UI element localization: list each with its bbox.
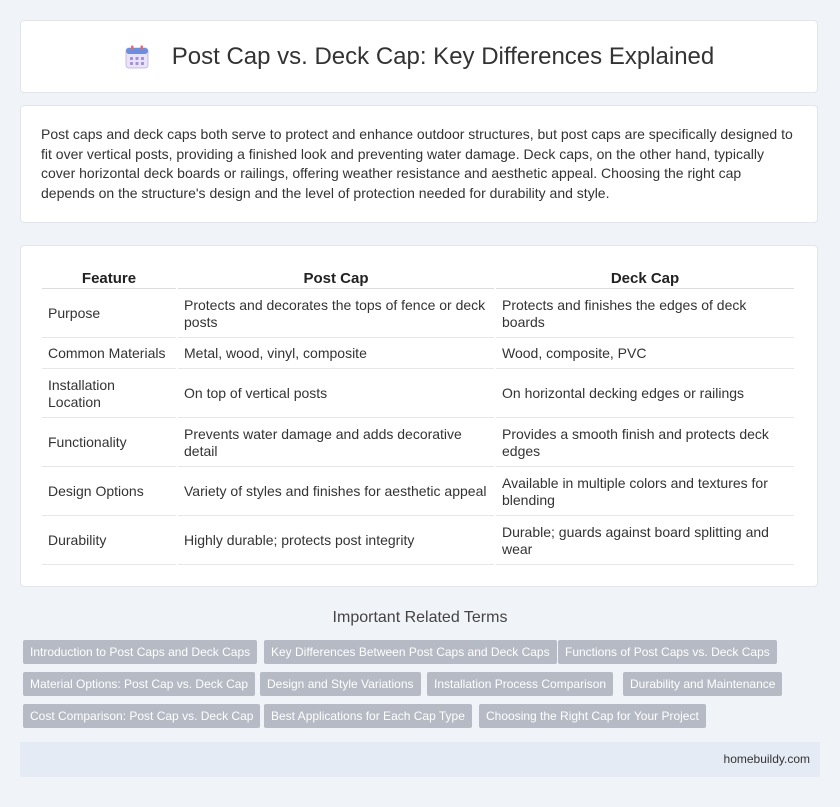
table-row [42, 371, 794, 418]
footer [20, 742, 820, 777]
row-feature: Purpose [42, 291, 176, 338]
related-term-tag[interactable]: Design and Style Variations [260, 672, 421, 696]
intro-card [20, 105, 818, 223]
title-card [20, 20, 818, 93]
row-feature: Design Options [42, 469, 176, 516]
row-deck-cap: On horizontal decking edges or railings [496, 371, 794, 418]
related-terms-title: Important Related Terms [332, 609, 508, 626]
row-post-cap: Highly durable; protects post integrity [178, 518, 494, 565]
header-feature: Feature [42, 270, 176, 289]
related-term-tag[interactable]: Installation Process Comparison [427, 672, 613, 696]
header-deck-cap: Deck Cap [496, 270, 794, 289]
calendar-icon [124, 44, 150, 70]
table-row [42, 291, 794, 338]
row-deck-cap: Durable; guards against board splitting and wear [496, 518, 794, 565]
row-feature: Durability [42, 518, 176, 565]
table-row [42, 518, 794, 565]
comparison-table [40, 268, 796, 567]
row-deck-cap: Wood, composite, PVC [496, 340, 794, 369]
related-term-tag[interactable]: Choosing the Right Cap for Your Project [479, 704, 706, 728]
related-term-tag[interactable]: Durability and Maintenance [623, 672, 782, 696]
related-term-tag[interactable]: Best Applications for Each Cap Type [264, 704, 472, 728]
related-term-tag[interactable]: Cost Comparison: Post Cap vs. Deck Cap [23, 704, 260, 728]
row-deck-cap: Provides a smooth finish and protects deck edges [496, 420, 794, 467]
table-row [42, 469, 794, 516]
row-feature: Installation Location [42, 371, 176, 418]
row-feature: Common Materials [42, 340, 176, 369]
table-header-row [42, 270, 794, 289]
header-post-cap: Post Cap [178, 270, 494, 289]
related-term-tag[interactable]: Key Differences Between Post Caps and Deck Caps [264, 640, 557, 664]
row-deck-cap: Available in multiple colors and textures for blending [496, 469, 794, 516]
table-row [42, 340, 794, 369]
related-term-tag[interactable]: Introduction to Post Caps and Deck Caps [23, 640, 257, 664]
row-post-cap: Protects and decorates the tops of fence or deck posts [178, 291, 494, 338]
row-post-cap: Variety of styles and finishes for aesthetic appeal [178, 469, 494, 516]
related-term-tag[interactable]: Material Options: Post Cap vs. Deck Cap [23, 672, 255, 696]
table-row [42, 420, 794, 467]
intro-text: Post caps and deck caps both serve to protect and enhance outdoor structures, but post caps are specifically designed to fit over vertical posts, providing a finished look and preventing water damage. Deck caps, on the other hand, typically cover horizontal deck boards or railings, offering weather resistance and aesthetic appeal. Choosing the right cap depends on the structure's design and the level of protection needed for durability and style. [41, 126, 793, 201]
row-feature: Functionality [42, 420, 176, 467]
row-deck-cap: Protects and finishes the edges of deck boards [496, 291, 794, 338]
comparison-card [20, 245, 818, 587]
footer-site-link[interactable]: homebuildy.com [723, 752, 810, 766]
row-post-cap: Metal, wood, vinyl, composite [178, 340, 494, 369]
row-post-cap: On top of vertical posts [178, 371, 494, 418]
related-term-tag[interactable]: Functions of Post Caps vs. Deck Caps [558, 640, 777, 664]
row-post-cap: Prevents water damage and adds decorative detail [178, 420, 494, 467]
page-title: Post Cap vs. Deck Cap: Key Differences Explained [171, 42, 715, 70]
page-title-wrapper [124, 43, 714, 71]
